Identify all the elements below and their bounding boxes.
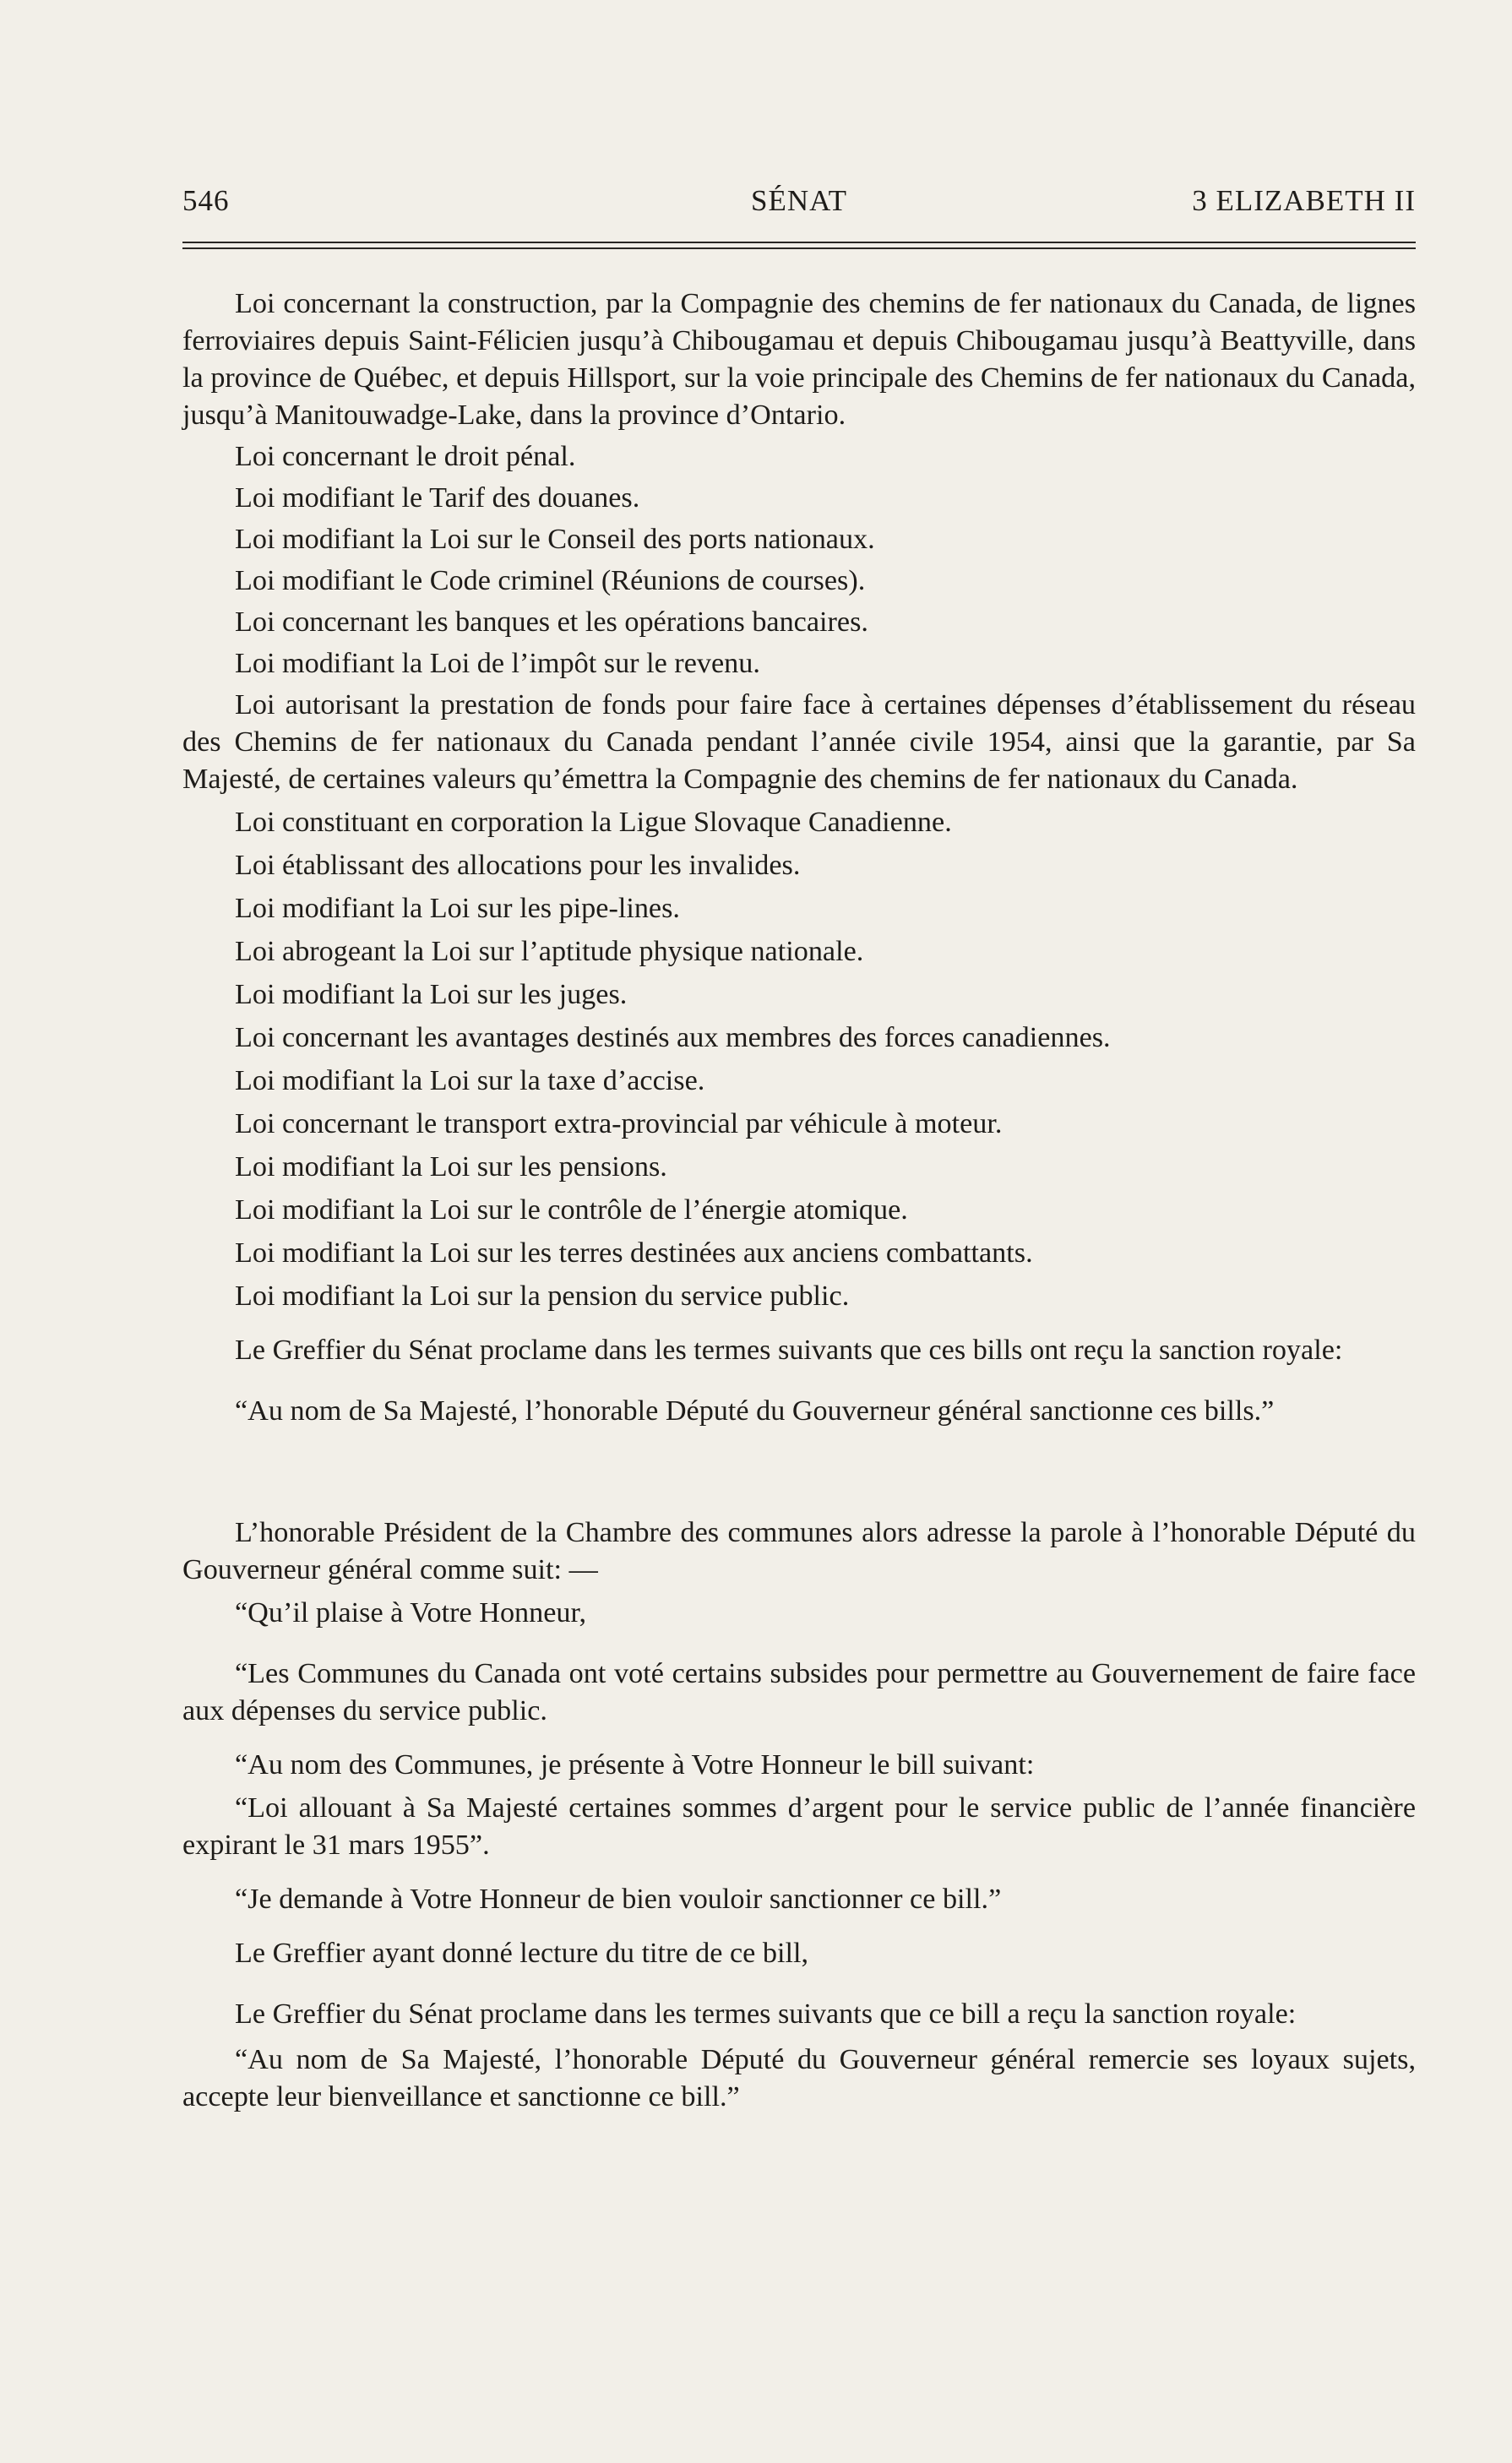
header-rule-bottom bbox=[182, 247, 1416, 249]
royal-assent-thanks: “Au nom de Sa Majesté, l’honorable Député du Gouverneur général remercie ses loyaux sujets, accepte leur bienveillance et sanctionne ce bill.” bbox=[182, 2044, 1416, 2112]
clerk-reading: Le Greffier ayant donné lecture du titre de ce bill, bbox=[235, 1938, 809, 1969]
clerk-proclamation-bills: Le Greffier du Sénat proclame dans les termes suivants que ces bills ont reçu la sanction royale: bbox=[235, 1335, 1343, 1366]
bill-title: Loi modifiant le Code criminel (Réunions de courses). bbox=[235, 565, 866, 596]
bill-title: Loi modifiant la Loi sur les pensions. bbox=[235, 1151, 667, 1183]
bill-title: Loi concernant les banques et les opérations bancaires. bbox=[235, 606, 868, 638]
supply-bill-title: “Loi allouant à Sa Majesté certaines sommes d’argent pour le service public de l’année financière expirant le 31 mars 1955”. bbox=[182, 1792, 1416, 1861]
page-number: 546 bbox=[182, 184, 230, 217]
bill-title: Loi concernant le droit pénal. bbox=[235, 441, 576, 472]
assent-request: “Je demande à Votre Honneur de bien vouloir sanctionner ce bill.” bbox=[235, 1884, 1002, 1915]
royal-assent-bills: “Au nom de Sa Majesté, l’honorable Député du Gouverneur général sanctionne ces bills.” bbox=[235, 1395, 1275, 1427]
bill-title: Loi modifiant la Loi sur le contrôle de l’énergie atomique. bbox=[235, 1194, 908, 1226]
bill-title: Loi autorisant la prestation de fonds pour faire face à certaines dépenses d’établissement du réseau des Chemins de fer nationaux du Canada pendant l’année civile 1954, ainsi que la garantie, par Sa Majesté, de certaines valeurs qu’émettra la Compagnie des chemins de fer nationaux du Canada. bbox=[182, 689, 1416, 795]
bill-title: Loi modifiant la Loi sur les pipe-lines. bbox=[235, 893, 680, 924]
bill-title: Loi concernant le transport extra-provincial par véhicule à moteur. bbox=[235, 1108, 1003, 1139]
bill-title: Loi abrogeant la Loi sur l’aptitude physique nationale. bbox=[235, 936, 864, 967]
bill-title: Loi modifiant la Loi sur le Conseil des ports nationaux. bbox=[235, 524, 875, 555]
address-salutation: “Qu’il plaise à Votre Honneur, bbox=[235, 1597, 587, 1628]
bill-title: Loi modifiant la Loi sur la taxe d’accise. bbox=[235, 1065, 705, 1096]
bill-title: Loi modifiant la Loi sur les terres destinées aux anciens combattants. bbox=[235, 1237, 1033, 1269]
page-header bbox=[182, 184, 1416, 226]
running-title: SÉNAT bbox=[751, 184, 847, 217]
bill-title: Loi concernant les avantages destinés aux membres des forces canadiennes. bbox=[235, 1022, 1111, 1053]
bill-title: Loi concernant la construction, par la Compagnie des chemins de fer nationaux du Canada, de lignes ferroviaires depuis Saint-Félicien jusqu’à Chibougamau et depuis Chibougamau jusqu’à Beattyville, dans la province de Québec, et depuis Hillsport, sur la voie principale des Chemins de fer nationaux du Canada, jusqu’à Manitouwadge-Lake, dans la province d’Ontario. bbox=[182, 288, 1416, 431]
speaker-address: L’honorable Président de la Chambre des communes alors adresse la parole à l’honorable Député du Gouverneur général comme suit: — bbox=[182, 1517, 1416, 1585]
clerk-proclamation-bill: Le Greffier du Sénat proclame dans les termes suivants que ce bill a reçu la sanction royale: bbox=[235, 1998, 1297, 2030]
bill-title: Loi modifiant le Tarif des douanes. bbox=[235, 482, 640, 514]
header-rule-top bbox=[182, 242, 1416, 243]
bill-title: Loi modifiant la Loi de l’impôt sur le revenu. bbox=[235, 648, 760, 679]
regnal-year: 3 ELIZABETH II bbox=[1192, 184, 1416, 217]
bill-presentation: “Au nom des Communes, je présente à Votre Honneur le bill suivant: bbox=[235, 1749, 1035, 1781]
commons-supply-statement: “Les Communes du Canada ont voté certains subsides pour permettre au Gouvernement de faire face aux dépenses du service public. bbox=[182, 1658, 1416, 1726]
bill-title: Loi constituant en corporation la Ligue Slovaque Canadienne. bbox=[235, 807, 952, 838]
bill-title: Loi modifiant la Loi sur les juges. bbox=[235, 979, 628, 1010]
bill-title: Loi établissant des allocations pour les invalides. bbox=[235, 850, 801, 881]
bill-title: Loi modifiant la Loi sur la pension du service public. bbox=[235, 1280, 850, 1312]
page-body bbox=[182, 285, 1416, 2116]
